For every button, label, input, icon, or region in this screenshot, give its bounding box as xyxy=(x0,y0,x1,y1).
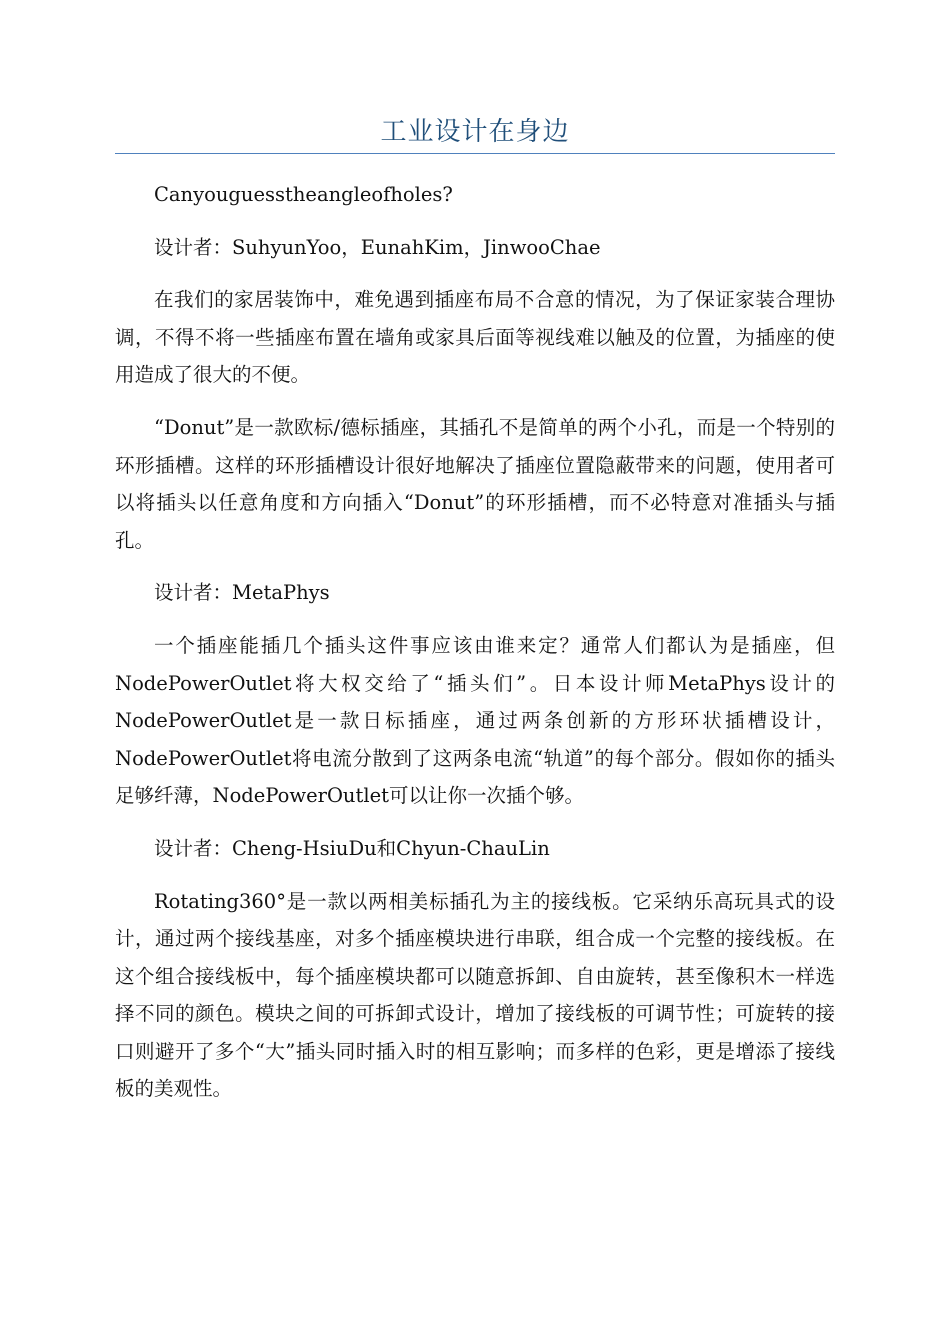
paragraph-question: Canyouguesstheangleofholes? xyxy=(154,183,453,206)
paragraph-rotating360: Rotating360°是一款以两相美标插孔为主的接线板。它采纳乐高玩具式的设计，通过两个接线基座，对多个插座模块进行串联，组合成一个完整的接线板。在这个组合接线板中，每个插座模块都可以随意拆卸、自由旋转，甚至像积木一样选择不同的颜色。模块之间的可拆卸式设计，增加了接线板的可调节性；可旋转的接口则避开了多个“大”插头同时插入时的相互影响；而多样的色彩，更是增添了接线板的美观性。 xyxy=(115,889,835,1101)
paragraph-designers-1: 设计者：SuhyunYoo，EunahKim，JinwooChae xyxy=(154,235,601,259)
document-title: 工业设计在身边 xyxy=(380,117,570,147)
paragraph-intro: 在我们的家居装饰中，难免遇到插座布局不合意的情况，为了保证家装合理协调，不得不将一些插座布置在墙角或家具后面等视线难以触及的位置，为插座的使用造成了很大的不便。 xyxy=(115,288,835,387)
paragraph-node-outlet: 一个插座能插几个插头这件事应该由谁来定？通常人们都认为是插座，但NodePowerOutlet将大权交给了“插头们”。日本设计师MetaPhys设计的NodePowerOutlet是一款日标插座，通过两条创新的方形环状插槽设计，NodePowerOutlet将电流分散到了这两条电流“轨道”的每个部分。假如你的插头足够纤薄，NodePowerOutlet可以让你一次插个够。 xyxy=(115,633,835,808)
paragraph-designers-3: 设计者：Cheng-HsiuDu和Chyun-ChauLin xyxy=(154,836,550,860)
title-underline xyxy=(115,153,835,154)
document-body xyxy=(115,176,835,1123)
paragraph-designers-2: 设计者：MetaPhys xyxy=(154,581,330,605)
paragraph-donut: “Donut”是一款欧标/德标插座，其插孔不是简单的两个小孔，而是一个特别的环形插槽。这样的环形插槽设计很好地解决了插座位置隐蔽带来的问题，使用者可以将插头以任意角度和方向插入“Donut”的环形插槽，而不必特意对准插头与插孔。 xyxy=(115,415,835,552)
